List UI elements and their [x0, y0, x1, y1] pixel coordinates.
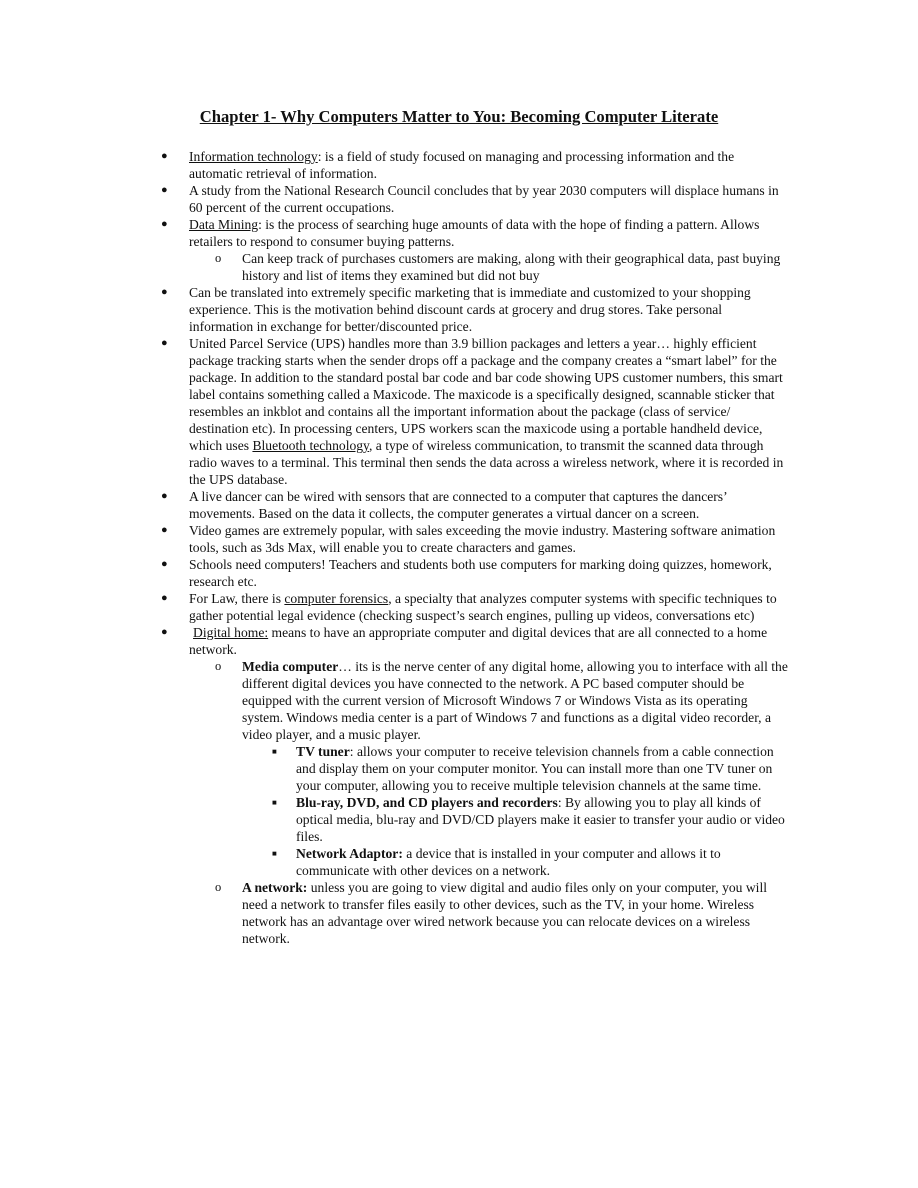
- term-network-adaptor: Network Adaptor:: [296, 846, 403, 861]
- item-text: : is a field of study focused on managing and processing information and the automatic retrieval of information.: [189, 149, 735, 181]
- circle-bullet-icon: o: [215, 659, 222, 673]
- sub-list-item: [215, 658, 789, 879]
- sub-list: [215, 250, 789, 284]
- sub-item-text: … its is the nerve center of any digital home, allowing you to interface with all the different digital devices you have connected to the network. A PC based computer should be equipped with the current version of Microsoft Windows 7 or Windows Vista as its operating system. Windows media center is a part of Windows 7 and functions as a digital video recorder, a video player, and a music player.: [242, 659, 788, 742]
- item-text: Can be translated into extremely specific marketing that is immediate and customized to your shopping experience. This is the motivation behind discount cards at grocery and drug stores. Take personal information in exchange for better/discounted price.: [189, 285, 751, 334]
- item-text-continued: , a type of wireless communication, to transmit the scanned data through radio waves to a terminal. This terminal then sends the data across a wireless network, where it is recorded in the UPS database.: [189, 438, 784, 487]
- item-text: A study from the National Research Council concludes that by year 2030 computers will displace humans in 60 percent of the current occupations.: [189, 183, 779, 215]
- sub-sub-list-item: [272, 794, 789, 845]
- sub-sub-list-item: [272, 743, 789, 794]
- bullet-icon: ●: [161, 626, 168, 638]
- bullet-icon: ●: [161, 490, 168, 502]
- square-bullet-icon: ■: [272, 798, 277, 807]
- square-bullet-icon: ■: [272, 849, 277, 858]
- list-item: [161, 488, 789, 522]
- term-bluray-players: Blu-ray, DVD, and CD players and recorders: [296, 795, 558, 810]
- list-item: [161, 335, 789, 488]
- sub-item-text: Can keep track of purchases customers are making, along with their geographical data, past buying history and list of items they examined but did not buy: [242, 251, 781, 283]
- bullet-icon: ●: [161, 337, 168, 349]
- term-information-technology: Information technology: [189, 149, 318, 164]
- item-text: For Law, there is: [189, 591, 285, 606]
- term-tv-tuner: TV tuner: [296, 744, 350, 759]
- list-item: [161, 556, 789, 590]
- item-text: means to have an appropriate computer and digital devices that are all connected to a home network.: [189, 625, 768, 657]
- sub-sub-list-item: [272, 845, 789, 879]
- item-text: : is the process of searching huge amounts of data with the hope of finding a pattern. Allows retailers to respond to consumer buying patterns.: [189, 217, 760, 249]
- list-item: [161, 284, 789, 335]
- bullet-icon: ●: [161, 592, 168, 604]
- sub-sub-item-text: a device that is installed in your computer and allows it to communicate with other devices on a network.: [296, 846, 721, 878]
- list-item: [161, 148, 789, 182]
- bullet-icon: ●: [161, 218, 168, 230]
- item-text-continued: , a specialty that analyzes computer systems with specific techniques to gather potential legal evidence (checking suspect’s search engines, pulling up videos, conversations etc): [189, 591, 777, 623]
- chapter-title: Chapter 1- Why Computers Matter to You: Becoming Computer Literate: [199, 107, 719, 126]
- sub-sub-item-text: : allows your computer to receive television channels from a cable connection and display them on your computer monitor. You can install more than one TV tuner on your computer, allowing you to receive multiple television channels at the same time.: [296, 744, 774, 793]
- sub-list-item: [215, 879, 789, 947]
- bullet-icon: ●: [161, 286, 168, 298]
- bullet-icon: ●: [161, 558, 168, 570]
- term-data-mining: Data Mining: [189, 217, 259, 232]
- list-item: [161, 522, 789, 556]
- list-item: [161, 182, 789, 216]
- sub-list-item: [215, 250, 789, 284]
- sub-sub-item-text: : By allowing you to play all kinds of optical media, blu-ray and DVD/CD players make it easier to transfer your audio or video files.: [296, 795, 785, 844]
- term-bluetooth-technology: Bluetooth technology: [252, 438, 369, 453]
- bullet-icon: ●: [161, 524, 168, 536]
- term-media-computer: Media computer: [242, 659, 339, 674]
- bullet-icon: ●: [161, 184, 168, 196]
- bullet-list: [161, 148, 789, 947]
- list-item: [161, 590, 789, 624]
- term-digital-home: Digital home:: [193, 625, 269, 640]
- list-item: [161, 216, 789, 284]
- list-item: [161, 624, 789, 947]
- sub-sub-list: [272, 743, 789, 879]
- term-a-network: A network:: [242, 880, 308, 895]
- item-text: Video games are extremely popular, with sales exceeding the movie industry. Mastering software animation tools, such as 3ds Max, will enable you to create characters and games.: [189, 523, 776, 555]
- circle-bullet-icon: o: [215, 251, 222, 265]
- item-text: United Parcel Service (UPS) handles more than 3.9 billion packages and letters a year… highly efficient package tracking starts when the sender drops off a package and the company creates a “smart label” for the package. In addition to the standard postal bar code and bar code showing UPS customer numbers, this smart label contains something called a Maxicode. The maxicode is a specifically designed, scannable sticker that resembles an inkblot and contains all the important information about the package (class of service/ destination etc). In processing centers, UPS workers scan the maxicode using a portable handheld device, which uses: [189, 336, 783, 453]
- sub-list: [215, 658, 789, 947]
- sub-item-text: unless you are going to view digital and audio files only on your computer, you will need a network to transfer files easily to other devices, such as the TV, in your home. Wireless network has an advantage over wired network because you can relocate devices on a wireless network.: [242, 880, 768, 946]
- circle-bullet-icon: o: [215, 880, 222, 894]
- square-bullet-icon: ■: [272, 747, 277, 756]
- item-text: A live dancer can be wired with sensors that are connected to a computer that captures the dancers’ movements. Based on the data it collects, the computer generates a virtual dancer on a screen.: [189, 489, 727, 521]
- bullet-icon: ●: [161, 150, 168, 162]
- term-computer-forensics: computer forensics: [284, 591, 389, 606]
- item-text: Schools need computers! Teachers and students both use computers for marking doing quizzes, homework, research etc.: [189, 557, 772, 589]
